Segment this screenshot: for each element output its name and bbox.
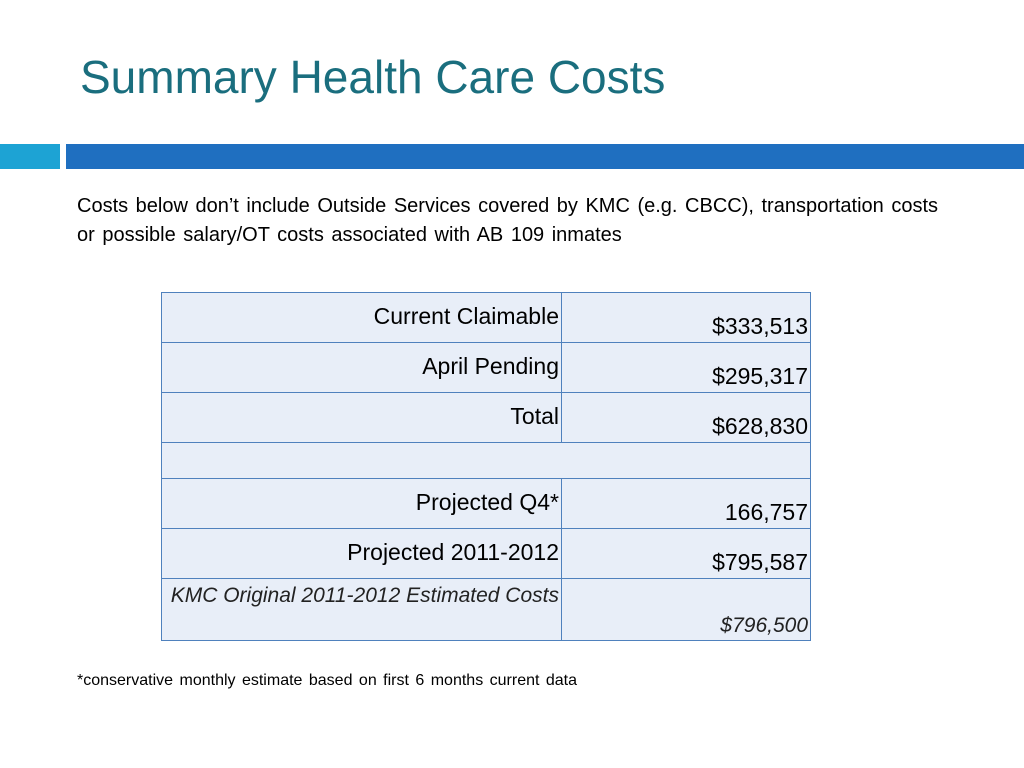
row-label: Current Claimable (162, 293, 562, 343)
table-row (162, 293, 811, 343)
table-row (162, 393, 811, 443)
table-row (162, 479, 811, 529)
accent-bar-main (66, 144, 1024, 169)
intro-text: Costs below don’t include Outside Services covered by KMC (e.g. CBCC), transportation costs or possible salary/OT costs associated with AB 109 inmates (77, 195, 939, 246)
row-label: April Pending (162, 343, 562, 393)
row-label: Projected 2011-2012 (162, 529, 562, 579)
row-value: $795,587 (562, 529, 811, 579)
row-value: $796,500 (562, 579, 811, 641)
row-value: $628,830 (562, 393, 811, 443)
table-row (162, 529, 811, 579)
table-row (162, 579, 811, 641)
slide-title: Summary Health Care Costs (80, 51, 666, 103)
accent-bar-left (0, 144, 60, 169)
footnote: *conservative monthly estimate based on first 6 months current data (77, 672, 578, 689)
table-row (162, 343, 811, 393)
row-label: Total (162, 393, 562, 443)
cost-table (161, 292, 811, 641)
row-value: $295,317 (562, 343, 811, 393)
row-label: Projected Q4* (162, 479, 562, 529)
blank-cell (162, 443, 811, 479)
row-value: 166,757 (562, 479, 811, 529)
row-label: KMC Original 2011-2012 Estimated Costs (162, 579, 562, 641)
row-value: $333,513 (562, 293, 811, 343)
table-row-blank (162, 443, 811, 479)
